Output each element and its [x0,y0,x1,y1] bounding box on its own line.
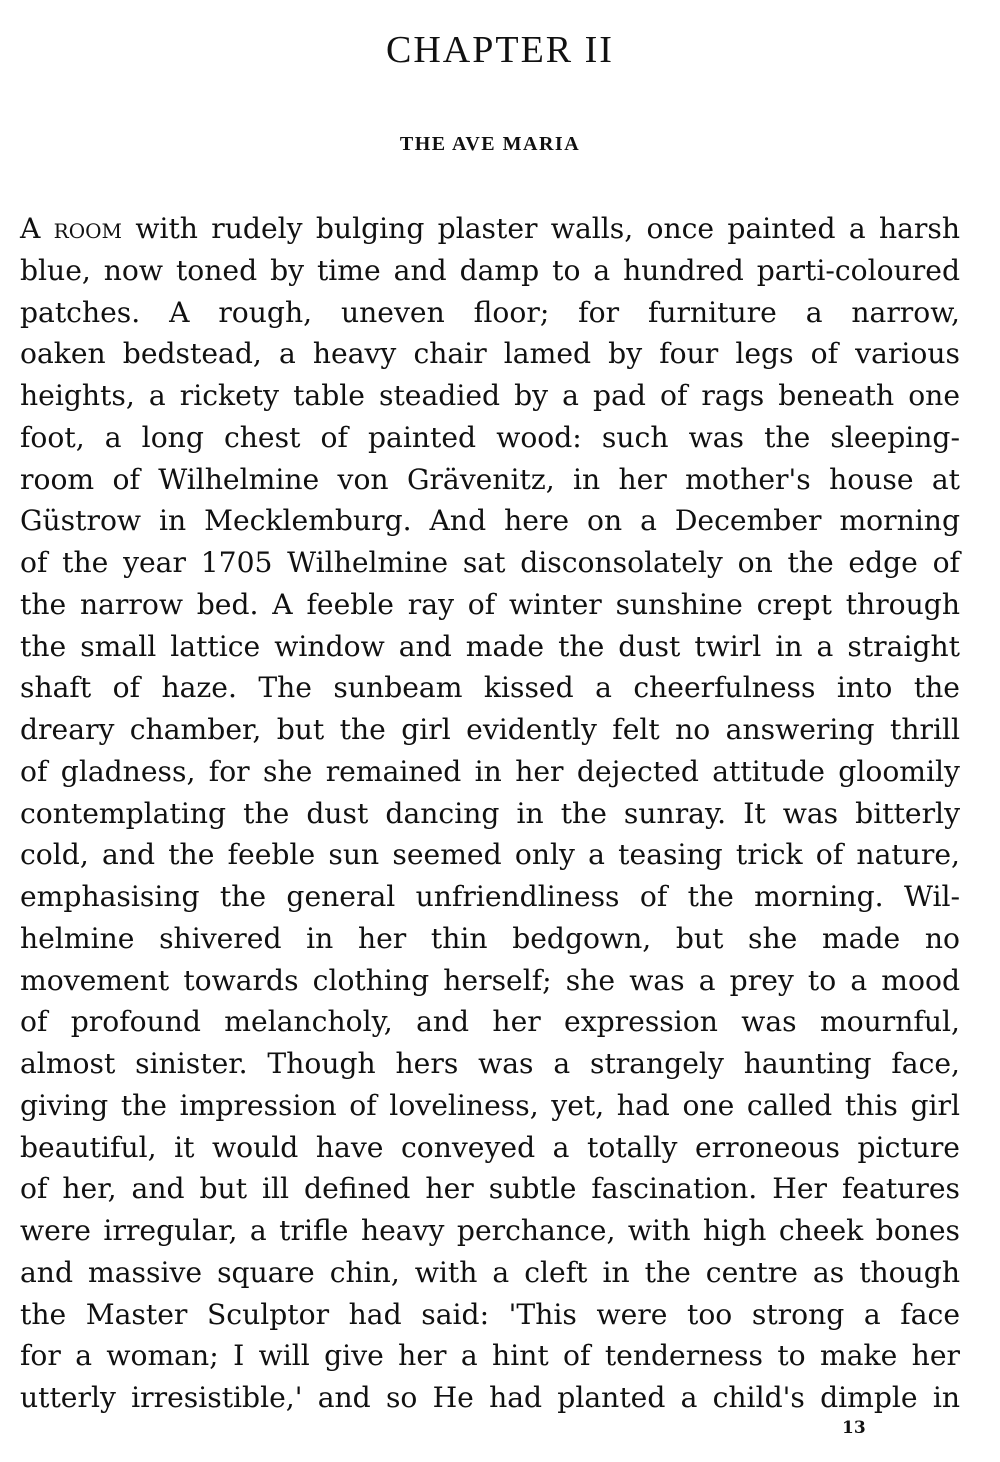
text-line: helmine shivered in her thin bedgown, but she made no [20,921,960,955]
text-line: were irregular, a trifle heavy perchance, with high cheek bones [20,1214,960,1247]
text-line: shaft of haze. The sunbeam kissed a cheerfulness into the [20,671,960,705]
text-line: beautiful, it would have conveyed a totally erroneous picture [20,1130,960,1164]
text-line: patches. A rough, uneven floor; for furniture a narrow, [20,295,960,329]
text-line: blue, now toned by time and damp to a hundred parti-coloured [20,253,960,287]
body-paragraph [20,208,960,1419]
text-line: heights, a rickety table steadied by a pad of rags beneath one [20,379,960,412]
text-line: Güstrow in Mecklemburg. And here on a December morning [20,504,960,538]
text-line: the small lattice window and made the dust twirl in a straight [20,629,960,663]
opening-words: A room [20,212,123,245]
text-line: the Master Sculptor had said: 'This were too strong a face [20,1297,960,1331]
text-line: almost sinister. Though hers was a strangely haunting face, [20,1047,960,1080]
chapter-title: CHAPTER II [386,29,614,71]
section-title: THE AVE MARIA [399,133,581,155]
text-line: of gladness, for she remained in her dejected attitude gloomily [20,754,960,788]
text-line: the narrow bed. A feeble ray of winter sunshine crept through [20,587,960,621]
text-line: of her, and but ill defined her subtle fascination. Her features [20,1172,960,1206]
text-line: contemplating the dust dancing in the sunray. It was bitterly [20,796,960,830]
text-line: oaken bedstead, a heavy chair lamed by four legs of various [20,337,960,371]
text-line: utterly irresistible,' and so He had planted a child's dimple in [20,1381,960,1414]
text-line: emphasising the general unfriendliness of the morning. Wil- [20,880,960,913]
text-line: giving the impression of loveliness, yet, had one called this girl [20,1088,960,1122]
text-line: for a woman; I will give her a hint of tenderness to make her [20,1339,960,1373]
text-line: room of Wilhelmine von Grävenitz, in her mother's house at [20,462,960,496]
text-line: movement towards clothing herself; she was a prey to a mood [20,963,960,997]
text-line: cold, and the feeble sun seemed only a teasing trick of nature, [20,838,960,872]
first-line-text: with rudely bulging plaster walls, once painted a harsh [122,212,960,245]
text-line: of profound melancholy, and her expression was mournful, [20,1005,960,1039]
text-line [20,208,960,250]
text-line: dreary chamber, but the girl evidently felt no answering thrill [20,713,960,746]
page-number: 13 [842,1418,866,1438]
text-line: of the year 1705 Wilhelmine sat disconsolately on the edge of [20,546,960,579]
text-line: foot, a long chest of painted wood: such was the sleeping- [20,420,960,454]
text-line: and massive square chin, with a cleft in the centre as though [20,1255,960,1289]
